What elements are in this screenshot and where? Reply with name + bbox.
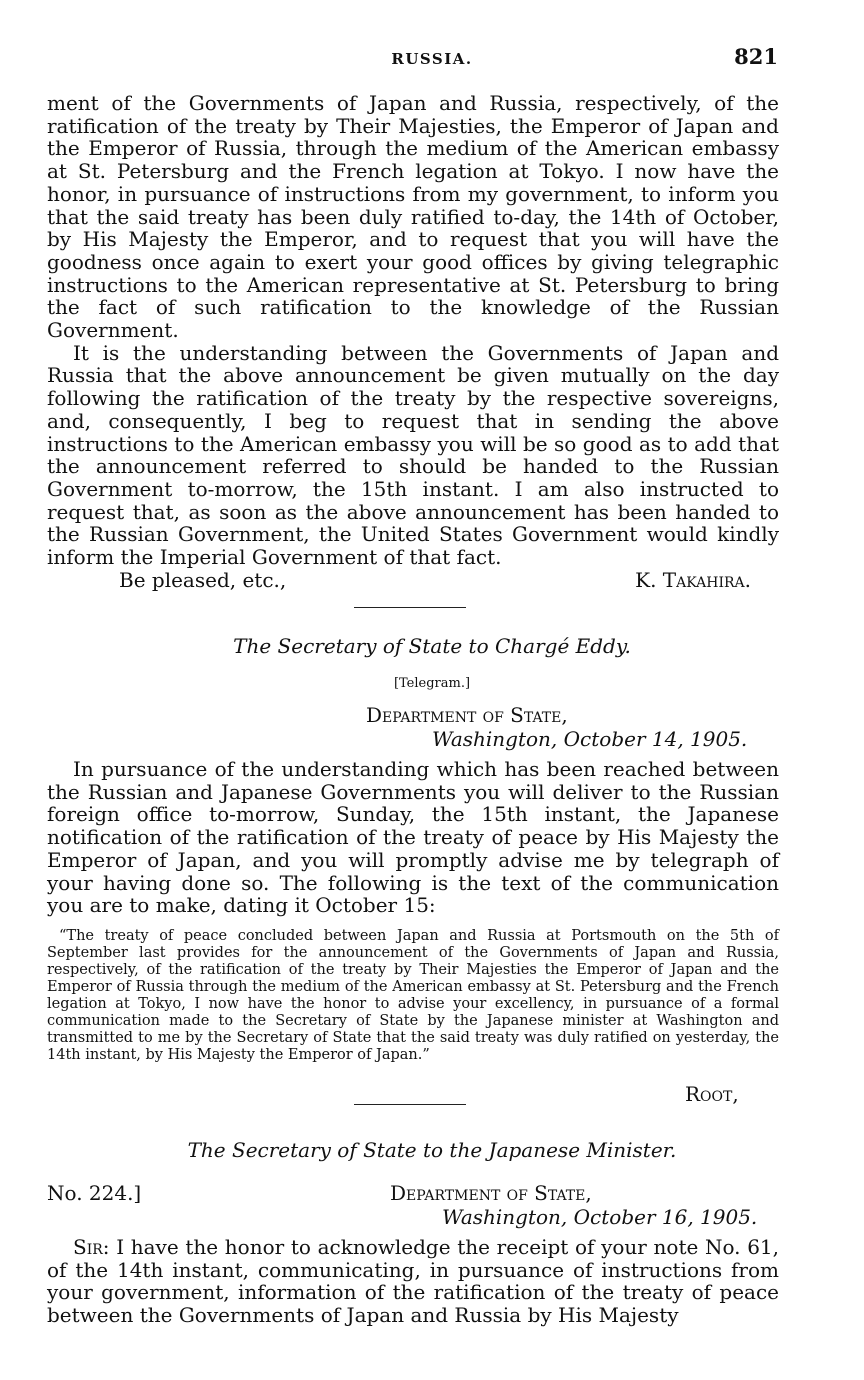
telegram-date: Washington, October 14, 1905.	[432, 727, 748, 751]
note-department: Department of State,	[390, 1181, 592, 1205]
letter-closing-row	[47, 569, 779, 595]
telegram-label: [Telegram.]	[393, 676, 471, 691]
letter-paragraph-1: ment of the Governments of Japan and Russia, respectively, of the ratification of the treaty by Their Majesties, the Emperor of Japan and the Emperor of Russia, through the medium of the American embassy at St. Petersburg and the French legation at Tokyo. I now have the honor, in pursuance of instructions from my government, to inform you that the said treaty has been duly ratified to-day, the 14th of October, by His Majesty the Emperor, and to request that you will have the goodness once again to exert your good offices by giving telegraphic instructions to the American representative at St. Petersburg to bring the fact of such ratification to the knowledge of the Russian Government.	[47, 91, 779, 343]
telegram-heading: The Secretary of State to Chargé Eddy.	[233, 634, 631, 658]
note-number: No. 224.]	[47, 1181, 142, 1205]
note-body	[47, 1236, 779, 1327]
letter-paragraph-2: It is the understanding between the Governments of Japan and Russia that the above announcement be given mutually on the day following the ratification of the treaty by the respective sovereigns, and, consequently, I beg to request that in sending the above instructions to the American embassy you will be so good as to add that the announcement referred to should be handed to the Russian Government to-morrow, the 15th instant. I am also instructed to request that, as soon as the above announcement has been handed to the Russian Government, the United States Government would kindly inform the Imperial Government of that fact.	[47, 340, 779, 570]
telegram-signature: Root,	[685, 1082, 739, 1106]
note-date: Washington, October 16, 1905.	[442, 1205, 758, 1229]
section-divider	[354, 1104, 466, 1105]
letter-closing: Be pleased, etc.,	[119, 567, 287, 592]
running-head: RUSSIA.	[391, 50, 473, 68]
note-paragraph	[47, 1236, 779, 1327]
letter-continuation	[47, 92, 779, 595]
letter-signature: K. Takahira.	[635, 567, 751, 592]
note-salutation: Sir:	[73, 1235, 110, 1259]
telegram-body	[47, 758, 779, 917]
section-divider	[354, 607, 466, 608]
page-number: 821	[734, 44, 778, 69]
page-header	[0, 44, 864, 74]
quoted-communication: “The treaty of peace concluded between Japan and Russia at Portsmouth on the 5th of September last provides for the announcement of the Governments of Japan and Russia, respectively, of the ratification of the treaty by Their Majesties the Emperor of Japan and the Emperor of Russia through the medium of the American embassy at St. Petersburg and the French legation at Tokyo, I now have the honor to advise your excellency, in pursuance of a formal communication made to the Secretary of State by the Japanese minister at Washington and transmitted to me by the Secretary of State that the said treaty was duly ratified on yesterday, the 14th instant, by His Majesty the Emperor of Japan.”	[47, 928, 779, 1063]
note-paragraph-text: I have the honor to acknowledge the receipt of your note No. 61, of the 14th instant, communicating, in pursuance of instructions from your government, information of the ratification of the treaty of peace between the Governments of Japan and Russia by His Majesty	[47, 1235, 780, 1328]
telegram-paragraph: In pursuance of the understanding which has been reached between the Russian and Japanese Governments you will deliver to the Russian foreign office to-morrow, Sunday, the 15th instant, the Japanese notification of the ratification of the treaty of peace by His Majesty the Emperor of Japan, and you will promptly advise me by telegraph of your having done so. The following is the text of the communication you are to make, dating it October 15:	[47, 757, 779, 918]
note-heading: The Secretary of State to the Japanese Minister.	[187, 1138, 677, 1162]
telegram-department: Department of State,	[366, 703, 568, 727]
